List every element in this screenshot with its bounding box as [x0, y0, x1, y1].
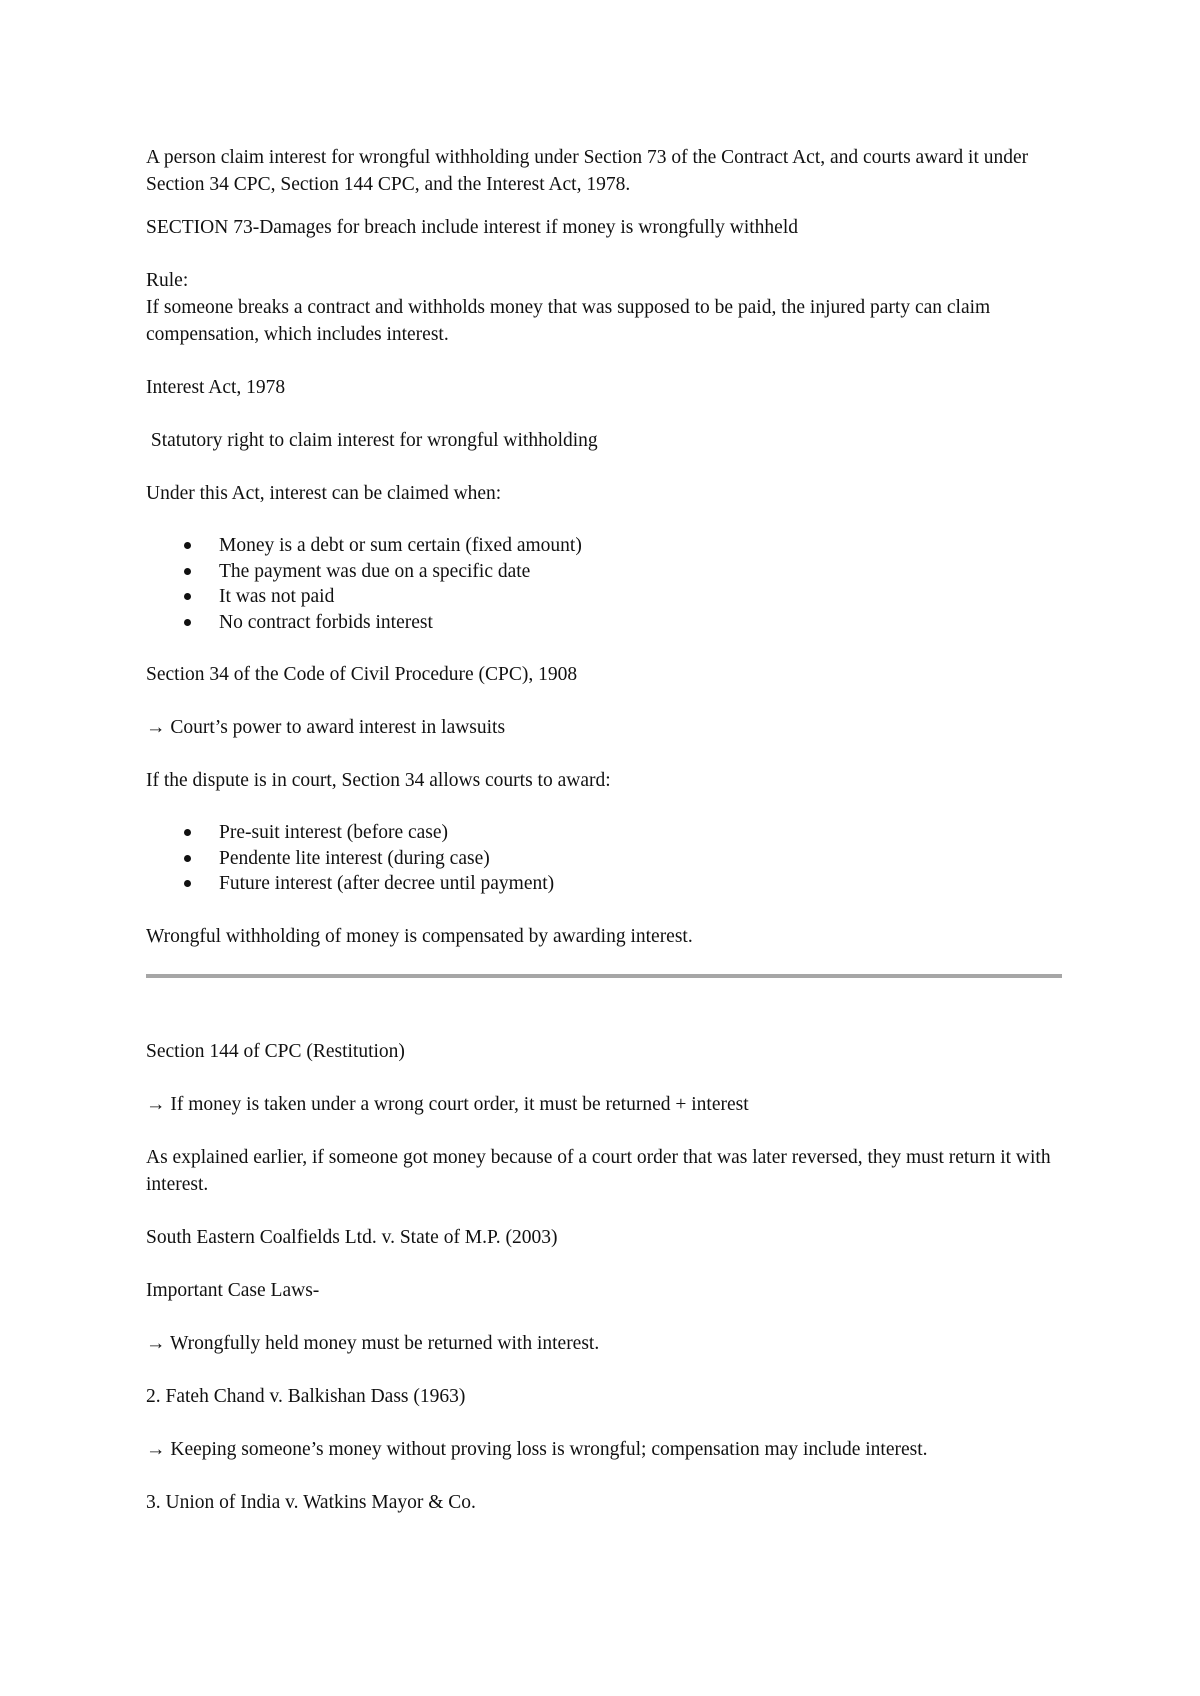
- section-34-power: → Court’s power to award interest in lawsuits: [146, 717, 506, 738]
- section-73-heading: SECTION 73-Damages for breach include interest if money is wrongfully withheld: [146, 217, 799, 238]
- interest-act-heading: Interest Act, 1978: [146, 377, 286, 398]
- section-144-heading: Section 144 of CPC (Restitution): [146, 1040, 405, 1062]
- section-144-explanation: As explained earlier, if someone got money because of a court order that was later reversed, they must return it with interest.: [146, 1146, 1051, 1195]
- document-body: [146, 144, 1066, 1516]
- case-3-title: 3. Union of India v. Watkins Mayor & Co.: [146, 1491, 476, 1513]
- list-item: It was not paid: [146, 584, 1066, 610]
- conditions-list: [146, 533, 1066, 635]
- case-2-note: → Keeping someone’s money without proving loss is wrongful; compensation may include interest.: [146, 1438, 928, 1460]
- statutory-right-text: Statutory right to claim interest for wrongful withholding: [146, 430, 598, 451]
- section-34-intro: If the dispute is in court, Section 34 allows courts to award:: [146, 770, 611, 791]
- section-34-conclusion: Wrongful withholding of money is compensated by awarding interest.: [146, 925, 693, 947]
- rule-text: If someone breaks a contract and withholds money that was supposed to be paid, the injured party can claim compensation, which includes interest.: [146, 297, 991, 345]
- section-144-arrow: → If money is taken under a wrong court order, it must be returned + interest: [146, 1093, 749, 1115]
- list-item: Future interest (after decree until payment): [146, 871, 1066, 897]
- under-act-text: Under this Act, interest can be claimed when:: [146, 483, 502, 504]
- list-item: Money is a debt or sum certain (fixed amount): [146, 533, 1066, 559]
- list-item: No contract forbids interest: [146, 610, 1066, 636]
- case-1-note: → Wrongfully held money must be returned with interest.: [146, 1332, 600, 1354]
- rule-label: Rule:: [146, 270, 189, 291]
- case-1-title: South Eastern Coalfields Ltd. v. State of M.P. (2003): [146, 1226, 558, 1248]
- list-item: Pendente lite interest (during case): [146, 846, 1066, 872]
- section-34-heading: Section 34 of the Code of Civil Procedure (CPC), 1908: [146, 664, 578, 685]
- case-laws-heading: Important Case Laws-: [146, 1279, 320, 1301]
- intro-paragraph: A person claim interest for wrongful withholding under Section 73 of the Contract Act, and courts award it under Section 34 CPC, Section 144 CPC, and the Interest Act, 1978.: [146, 147, 1029, 195]
- list-item: Pre-suit interest (before case): [146, 820, 1066, 846]
- list-item: The payment was due on a specific date: [146, 559, 1066, 585]
- section-34-list: [146, 820, 1066, 897]
- case-2-title: 2. Fateh Chand v. Balkishan Dass (1963): [146, 1385, 466, 1407]
